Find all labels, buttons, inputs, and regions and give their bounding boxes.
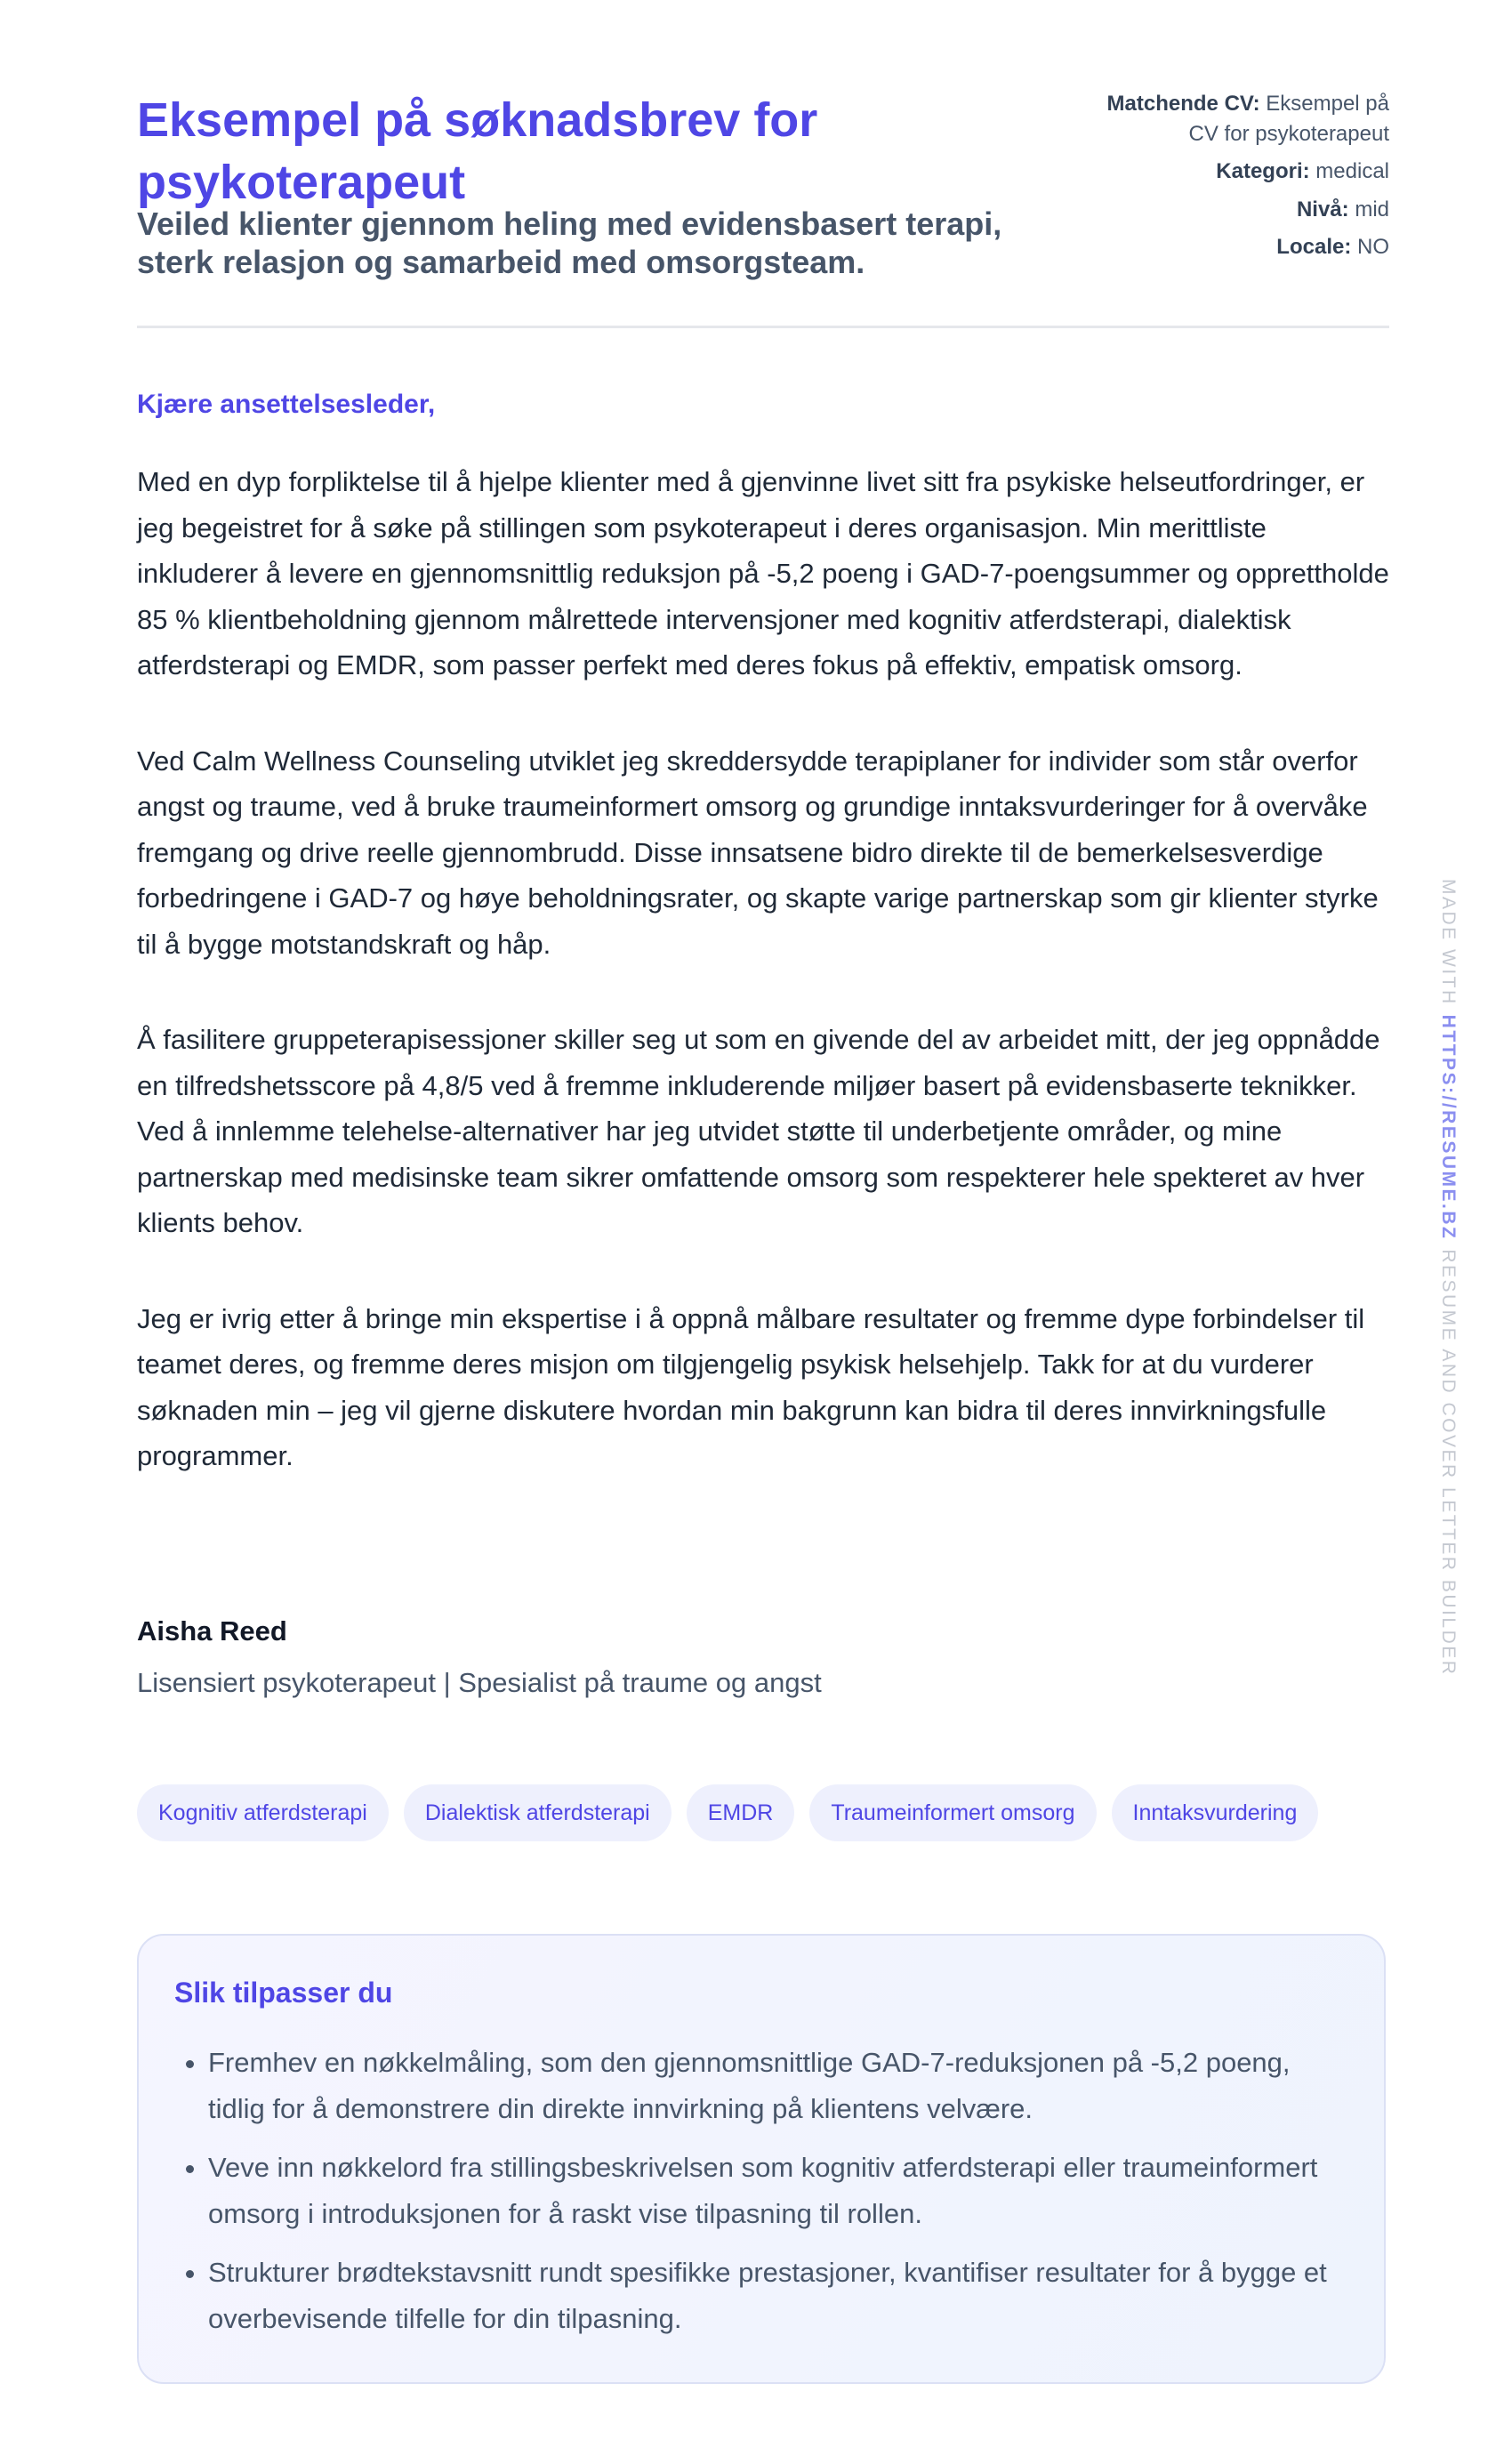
tips-box (137, 1934, 1386, 2384)
made-with-prefix: MADE WITH (1438, 879, 1459, 1006)
letter-body (137, 459, 1389, 1529)
tips-item: • Strukturer brødtekstavsnitt rundt spesifikke prestasjoner, kvantifiser resultater for å bygge et overbevisende tilfelle for din tilpasning. (208, 2250, 1348, 2342)
page-title: Eksempel på søknadsbrev for psykoterapeut (137, 93, 818, 210)
meta-cv-value: Eksempel på CV for psykoterapeut (1188, 92, 1389, 146)
meta-level (1096, 195, 1389, 225)
letter-paragraph: Ved Calm Wellness Counseling utviklet jeg skreddersydde terapiplaner for individer som står overfor angst og traume, ved å bruke traumeinformert omsorg og grundige inntaksvurderinger for å overvåke fremgang og drive reelle gjennombrudd. Disse innsatsene bidro direkte til de bemerkelsesverdige forbedringene i GAD-7 og høye beholdningsrater, og skapte varige partnerskap som gir klienter styrke til å bygge motstandskraft og håp. (137, 745, 1379, 960)
letter-paragraph: Jeg er ivrig etter å bringe min ekspertise i å oppnå målbare resultater og fremme dype forbindelser til teamet deres, og fremme deres misjon om tilgjengelig psykisk helsehjelp. Takk for at du vurderer søknaden min – jeg vil gjerne diskutere hvordan min bakgrunn kan bidra til deres innvirkningsfulle programmer. (137, 1302, 1365, 1471)
tips-item: • Veve inn nøkkelord fra stillingsbeskrivelsen som kognitiv atferdsterapi eller traumeinformert omsorg i introduksjonen for å raskt vise tilpasning til rollen. (208, 2145, 1348, 2237)
header (137, 89, 1389, 328)
meta-level-label: Nivå: (1296, 197, 1349, 221)
meta-category-label: Kategori: (1216, 159, 1310, 184)
skill-tags (137, 1784, 1318, 1841)
cover-letter-page (137, 89, 1389, 2334)
meta-panel (1096, 89, 1389, 270)
meta-locale-value: NO (1357, 235, 1389, 260)
meta-category-value: medical (1315, 159, 1389, 184)
signature-name: Aisha Reed (137, 1615, 287, 1647)
meta-cv-label: Matchende CV: (1106, 92, 1260, 116)
skill-tag: Kognitiv atferdsterapi (137, 1784, 389, 1841)
signature-title: Lisensiert psykoterapeut | Spesialist på traume og angst (137, 1667, 822, 1698)
skill-tag: EMDR (687, 1784, 795, 1841)
made-with-sidebar (1437, 879, 1459, 1676)
page-subtitle: Veiled klienter gjennom heling med evidensbasert terapi, sterk relasjon og samarbeid med omsorgsteam. (137, 205, 1002, 281)
resume-bz-link[interactable]: HTTPS://RESUME.BZ (1438, 1014, 1459, 1241)
made-with-suffix: RESUME AND COVER LETTER BUILDER (1438, 1249, 1459, 1677)
meta-cv (1096, 89, 1389, 149)
tips-item: • Fremhev en nøkkelmåling, som den gjennomsnittlige GAD-7-reduksjonen på -5,2 poeng, tidlig for å demonstrere din direkte innvirkning på klientens velvære. (208, 2040, 1348, 2132)
meta-level-value: mid (1355, 197, 1389, 221)
meta-locale-label: Locale: (1276, 235, 1352, 260)
skill-tag: Traumeinformert omsorg (809, 1784, 1096, 1841)
tips-list (174, 2040, 1348, 2342)
skill-tag: Inntaksvurdering (1112, 1784, 1319, 1841)
letter-paragraph: Med en dyp forpliktelse til å hjelpe klienter med å gjenvinne livet sitt fra psykiske helseutfordringer, er jeg begeistret for å søke på stillingen som psykoterapeut i deres organisasjon. Min merittliste inkluderer å levere en gjennomsnittlig reduksjon på -5,2 poeng i GAD-7-poengsummer og opprettholde 85 % klientbeholdning gjennom målrettede intervensjoner med kognitiv atferdsterapi, dialektisk atferdsterapi og EMDR, som passer perfekt med deres fokus på effektiv, empatisk omsorg. (137, 466, 1389, 680)
greeting: Kjære ansettelsesleder, (137, 390, 436, 419)
meta-locale (1096, 232, 1389, 262)
letter-paragraph: Å fasilitere gruppeterapisessjoner skiller seg ut som en givende del av arbeidet mitt, der jeg oppnådde en tilfredshetsscore på 4,8/5 ved å fremme inkluderende miljøer basert på evidensbaserte teknikker. Ved å innlemme telehelse-alternativer har jeg utvidet støtte til underbetjente områder, og mine partnerskap med medisinske team sikrer omfattende omsorg som respekterer hele spekteret av hver klients behov. (137, 1024, 1380, 1238)
skill-tag: Dialektisk atferdsterapi (404, 1784, 672, 1841)
meta-category (1096, 157, 1389, 187)
tips-heading: Slik tilpasser du (174, 1977, 393, 2009)
